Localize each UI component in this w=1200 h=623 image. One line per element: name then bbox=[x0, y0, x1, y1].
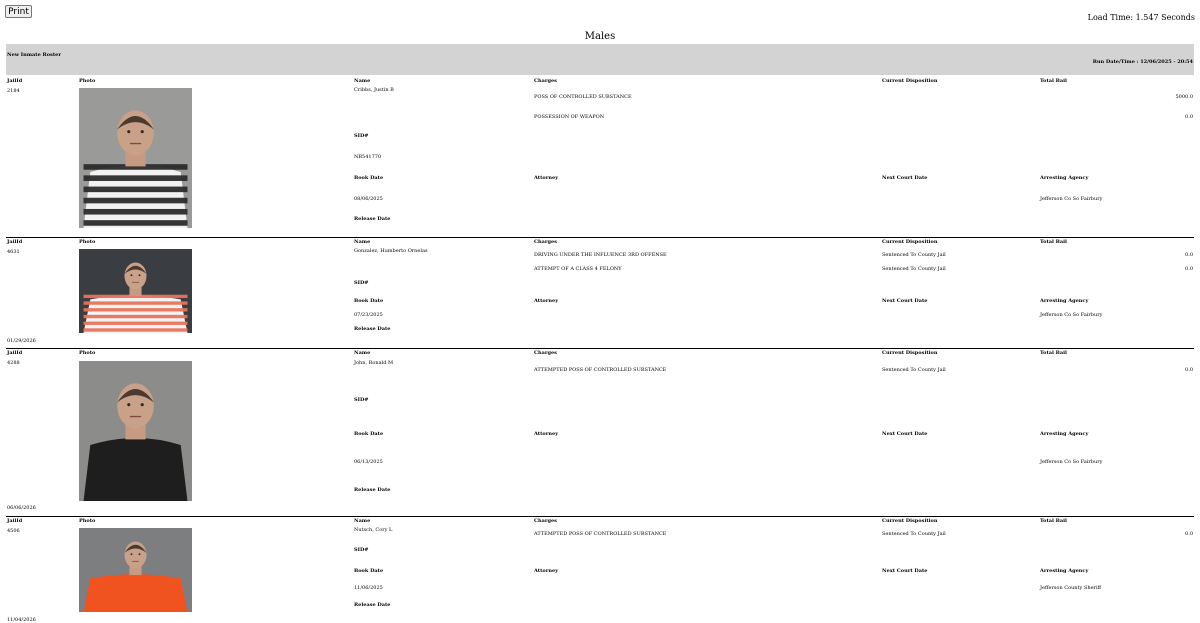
jail-id-value: 4288 bbox=[7, 360, 20, 366]
current-disposition-label: Current Disposition bbox=[882, 518, 938, 524]
arresting-agency-label: Arresting Agency bbox=[1040, 431, 1089, 437]
inmate-name: Cribbs, Justin B bbox=[354, 87, 394, 93]
release-date-label: Release Date bbox=[354, 602, 391, 608]
bail-amount: 0.0 bbox=[1185, 252, 1193, 258]
disposition-text: Sentenced To County Jail bbox=[882, 531, 946, 537]
mugshot-image bbox=[79, 528, 192, 612]
jail-id-label: JailId bbox=[7, 239, 23, 245]
arresting-agency-value: Jefferson County Sheriff bbox=[1040, 585, 1102, 591]
charge-text: ATTEMPT OF A CLASS 4 FELONY bbox=[534, 266, 622, 272]
photo-label: Photo bbox=[79, 239, 96, 245]
book-date-label: Book Date bbox=[354, 175, 384, 181]
charges-label: Charges bbox=[534, 239, 557, 245]
charge-text: POSS OF CONTROLLED SUBSTANCE bbox=[534, 94, 632, 100]
jail-id-value: 4506 bbox=[7, 528, 20, 534]
attorney-label: Attorney bbox=[534, 568, 559, 574]
current-disposition-label: Current Disposition bbox=[882, 239, 938, 245]
total-bail-label: Total Bail bbox=[1040, 78, 1067, 84]
inmate-photo bbox=[79, 528, 192, 612]
mugshot-image bbox=[79, 361, 192, 501]
page-heading: Males bbox=[584, 31, 616, 42]
name-label: Name bbox=[354, 239, 371, 245]
inmate-record bbox=[6, 237, 1194, 348]
arresting-agency-label: Arresting Agency bbox=[1040, 175, 1089, 181]
charge-text: ATTEMPTED POSS OF CONTROLLED SUBSTANCE bbox=[534, 531, 667, 537]
release-date-label: Release Date bbox=[354, 216, 391, 222]
total-bail-label: Total Bail bbox=[1040, 518, 1067, 524]
charges-label: Charges bbox=[534, 78, 557, 84]
release-date-label: Release Date bbox=[354, 326, 391, 332]
jail-id-label: JailId bbox=[7, 518, 23, 524]
release-date-value: 06/06/2026 bbox=[7, 505, 36, 511]
arresting-agency-label: Arresting Agency bbox=[1040, 298, 1089, 304]
report-banner bbox=[6, 44, 1194, 75]
next-court-date-label: Next Court Date bbox=[882, 568, 928, 574]
name-label: Name bbox=[354, 78, 371, 84]
book-date-label: Book Date bbox=[354, 431, 384, 437]
book-date-value: 07/23/2025 bbox=[354, 312, 383, 318]
attorney-label: Attorney bbox=[534, 175, 559, 181]
photo-label: Photo bbox=[79, 350, 96, 356]
photo-label: Photo bbox=[79, 78, 96, 84]
arresting-agency-value: Jefferson Co So Fairbury bbox=[1040, 196, 1103, 202]
print-button[interactable]: Print bbox=[5, 5, 32, 18]
next-court-date-label: Next Court Date bbox=[882, 431, 928, 437]
book-date-value: 06/13/2025 bbox=[354, 459, 383, 465]
sid-label: SID# bbox=[354, 397, 369, 403]
inmate-name: Nutsch, Cory L bbox=[354, 527, 393, 533]
book-date-label: Book Date bbox=[354, 298, 384, 304]
current-disposition-label: Current Disposition bbox=[882, 78, 938, 84]
disposition-text: Sentenced To County Jail bbox=[882, 367, 946, 373]
sid-value: NB541770 bbox=[354, 154, 382, 160]
book-date-value: 08/06/2025 bbox=[354, 196, 383, 202]
disposition-text: Sentenced To County Jail bbox=[882, 252, 946, 258]
sid-label: SID# bbox=[354, 547, 369, 553]
jail-id-label: JailId bbox=[7, 350, 23, 356]
current-disposition-label: Current Disposition bbox=[882, 350, 938, 356]
jail-id-value: 2184 bbox=[7, 88, 20, 94]
release-date-label: Release Date bbox=[354, 487, 391, 493]
bail-amount: 0.0 bbox=[1185, 367, 1193, 373]
book-date-label: Book Date bbox=[354, 568, 384, 574]
photo-label: Photo bbox=[79, 518, 96, 524]
inmate-record bbox=[6, 516, 1194, 621]
bail-amount: 0.0 bbox=[1185, 531, 1193, 537]
inmate-record bbox=[6, 348, 1194, 515]
jail-id-label: JailId bbox=[7, 78, 23, 84]
disposition-text: Sentenced To County Jail bbox=[882, 266, 946, 272]
charges-label: Charges bbox=[534, 350, 557, 356]
inmate-photo bbox=[79, 249, 192, 333]
total-bail-label: Total Bail bbox=[1040, 350, 1067, 356]
next-court-date-label: Next Court Date bbox=[882, 175, 928, 181]
release-date-value: 11/04/2026 bbox=[7, 617, 36, 623]
name-label: Name bbox=[354, 518, 371, 524]
name-label: Name bbox=[354, 350, 371, 356]
bail-amount: 0.0 bbox=[1185, 266, 1193, 272]
charge-text: POSSESSION OF WEAPON bbox=[534, 114, 605, 120]
arresting-agency-label: Arresting Agency bbox=[1040, 568, 1089, 574]
sid-label: SID# bbox=[354, 133, 369, 139]
arresting-agency-value: Jefferson Co So Fairbury bbox=[1040, 312, 1103, 318]
book-date-value: 11/06/2025 bbox=[354, 585, 383, 591]
next-court-date-label: Next Court Date bbox=[882, 298, 928, 304]
charge-text: ATTEMPTED POSS OF CONTROLLED SUBSTANCE bbox=[534, 367, 667, 373]
load-time: Load Time: 1.547 Seconds bbox=[1087, 13, 1195, 22]
arresting-agency-value: Jefferson Co So Fairbury bbox=[1040, 459, 1103, 465]
mugshot-image bbox=[79, 88, 192, 228]
charge-text: DRIVING UNDER THE INFLUENCE 3RD OFFENSE bbox=[534, 252, 667, 258]
attorney-label: Attorney bbox=[534, 431, 559, 437]
charges-label: Charges bbox=[534, 518, 557, 524]
release-date-value: 01/29/2026 bbox=[7, 338, 36, 344]
inmate-photo bbox=[79, 361, 192, 501]
run-datetime: Run Date/Time : 12/06/2025 - 20:54 bbox=[1092, 59, 1193, 65]
attorney-label: Attorney bbox=[534, 298, 559, 304]
jail-id-value: 4631 bbox=[7, 249, 20, 255]
inmate-name: Gonzalez, Humberto Ornelas bbox=[354, 248, 428, 254]
inmate-record bbox=[6, 77, 1194, 235]
bail-amount: 0.0 bbox=[1185, 114, 1193, 120]
mugshot-image bbox=[79, 249, 192, 333]
inmate-photo bbox=[79, 88, 192, 228]
total-bail-label: Total Bail bbox=[1040, 239, 1067, 245]
sid-label: SID# bbox=[354, 280, 369, 286]
inmate-name: John, Ronald M bbox=[354, 360, 394, 366]
bail-amount: 5000.0 bbox=[1175, 94, 1193, 100]
report-title: New Inmate Roster bbox=[7, 52, 61, 58]
